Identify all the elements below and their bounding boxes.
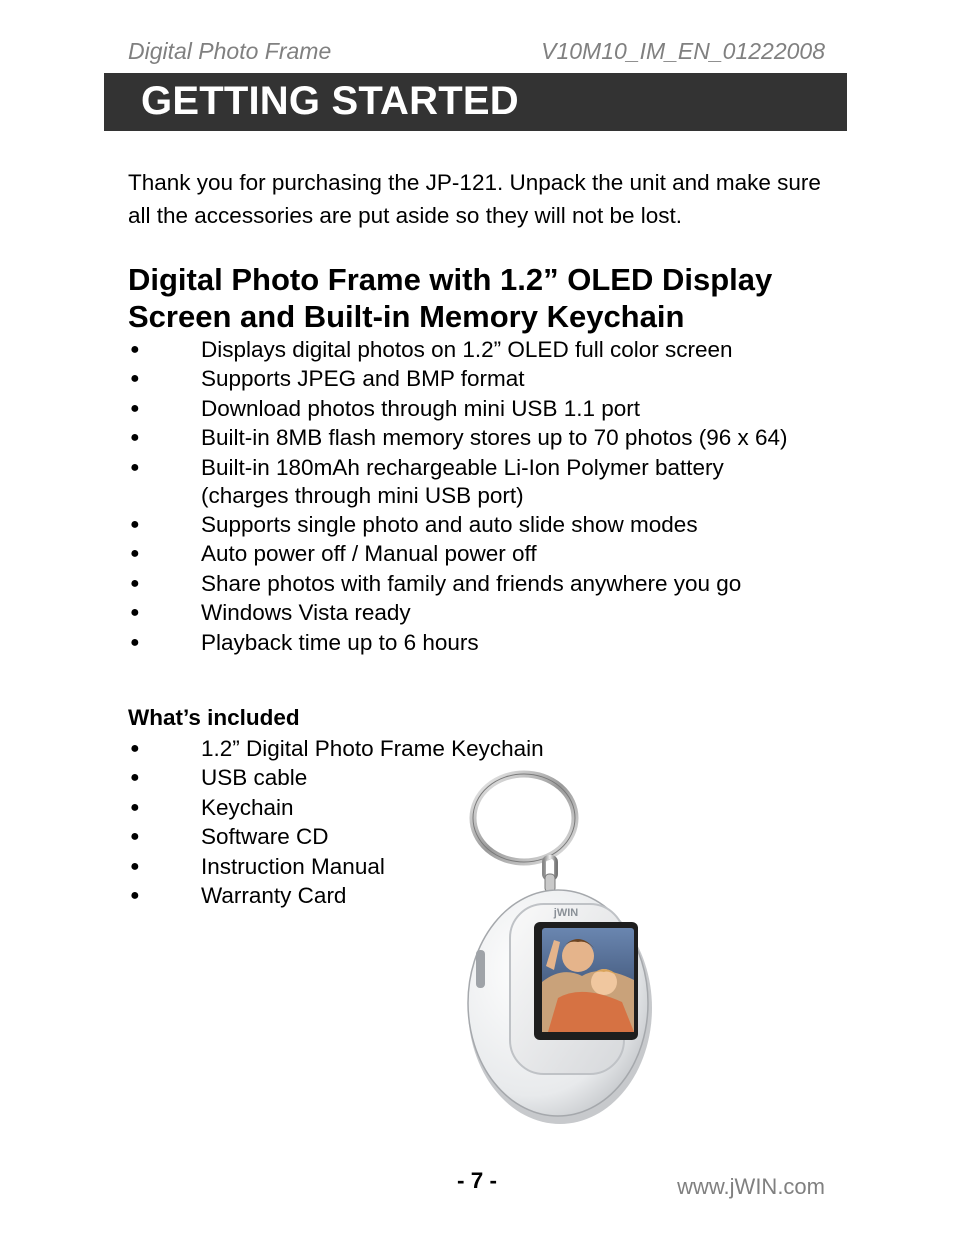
intro-paragraph: Thank you for purchasing the JP-121. Unpack the unit and make sure all the accessories are put aside so they will not be lost. [128,170,821,228]
header-document-code: V10M10_IM_EN_01222008 [541,38,825,64]
header-document-title: Digital Photo Frame [128,38,332,64]
list-item [128,570,808,598]
bullet-icon: ● [130,399,140,417]
bullet-icon: ● [130,828,140,846]
list-item [128,424,808,452]
list-item [128,454,808,510]
feature-text: Download photos through mini USB 1.1 port [201,395,641,421]
feature-text: Built-in 8MB flash memory stores up to 70 photos (96 x 64) [201,425,788,451]
bullet-icon: ● [130,370,140,388]
included-item-text: 1.2” Digital Photo Frame Keychain [201,736,544,761]
bullet-icon: ● [130,429,140,447]
feature-text: Share photos with family and friends anywhere you go [201,570,742,596]
included-item-text: USB cable [201,765,308,791]
list-item [128,395,808,423]
bullet-icon: ● [130,769,140,787]
list-item [128,365,808,393]
list-item [128,629,808,657]
page-title: GETTING STARTED [141,79,519,123]
bullet-icon: ● [130,574,140,592]
section-heading: Digital Photo Frame with 1.2” OLED Display Screen and Built-in Memory Keychain [128,262,773,334]
bullet-icon: ● [130,798,140,816]
page-number: - 7 - [456,1168,497,1193]
bullet-icon: ● [130,341,140,358]
list-item [128,511,808,539]
feature-list [128,336,808,658]
included-item-text: Keychain [201,794,294,820]
bullet-icon: ● [130,515,140,533]
feature-text: Windows Vista ready [201,600,411,626]
list-item [128,540,808,568]
bullet-icon: ● [130,887,140,905]
keychain-photo-frame-image [462,770,682,1126]
feature-text: Supports JPEG and BMP format [201,366,525,392]
bullet-icon: ● [130,633,140,651]
list-item [128,734,808,763]
bullet-icon: ● [130,604,140,622]
list-item [128,336,808,364]
feature-text: Supports single photo and auto slide show modes [201,511,698,537]
feature-text: Displays digital photos on 1.2” OLED full color screen [201,337,733,362]
feature-text: Playback time up to 6 hours [201,629,479,655]
bullet-icon: ● [130,857,140,875]
included-item-text: Instruction Manual [201,853,385,879]
included-heading: What’s included [128,705,300,730]
brand-logo: jWIN [553,907,579,919]
footer-url: www.jWIN.com [677,1174,825,1199]
included-item-text: Warranty Card [201,883,347,909]
bullet-icon: ● [130,458,140,476]
title-bar [104,73,847,131]
list-item [128,599,808,627]
included-item-text: Software CD [201,824,329,850]
feature-text: Auto power off / Manual power off [201,541,537,567]
feature-text: Built-in 180mAh rechargeable Li-Ion Polymer battery (charges through mini USB port) [201,454,724,508]
bullet-icon: ● [130,545,140,563]
running-header [128,38,825,65]
bullet-icon: ● [130,740,140,757]
